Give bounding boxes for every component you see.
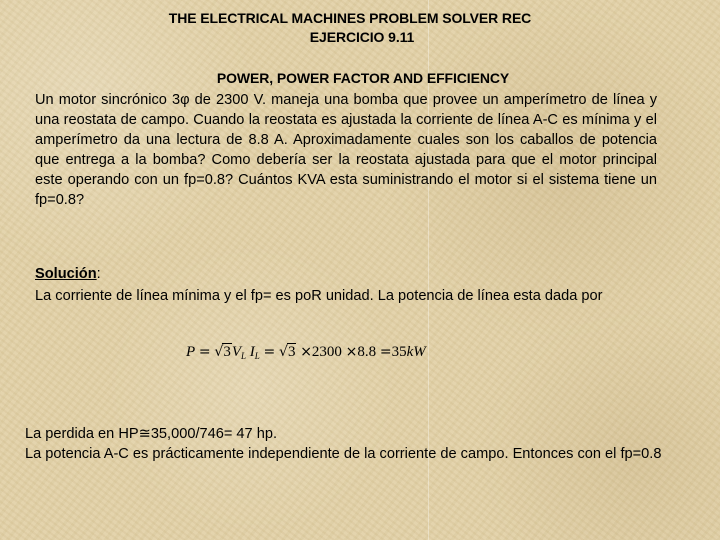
solution-label-colon: : <box>96 266 101 282</box>
formula-current-value: 8.8 <box>357 344 377 360</box>
formula-sqrt-arg-1: 3 <box>223 344 231 360</box>
formula-power-symbol: P <box>186 344 196 360</box>
exercise-number: EJERCICIO 9.11 <box>309 29 415 45</box>
formula-voltage-symbol: V <box>231 344 241 360</box>
times-icon: × <box>345 344 358 360</box>
formula-voltage-subscript: L <box>241 351 247 361</box>
formula-equals-3: = <box>379 344 392 360</box>
sqrt-icon: √ <box>279 344 288 360</box>
formula-sqrt-arg-2: 3 <box>287 344 296 360</box>
solution-label: Solución <box>35 266 97 282</box>
formula-current-subscript: L <box>254 351 260 361</box>
formula-result-unit: kW <box>406 344 426 360</box>
document-title: THE ELECTRICAL MACHINES PROBLEM SOLVER REC <box>168 10 532 26</box>
solution-label-line <box>35 264 101 284</box>
section-heading: POWER, POWER FACTOR AND EFFICIENCY <box>216 70 510 86</box>
solution-text: La corriente de línea mínima y el fp= es poR unidad. La potencia de línea esta dada por <box>35 288 603 304</box>
conclusion-text: La potencia A-C es prácticamente independiente de la corriente de campo. Entonces con el fp=0.8 <box>25 446 662 462</box>
problem-statement: Un motor sincrónico 3φ de 2300 V. maneja una bomba que provee un amperímetro de línea y una reostata de campo. Cuando la reostata es ajustada la corriente de línea A-C es mínima y el amperímetro da una lectura de 8.8 A. Aproximadamente cuales son los caballos de potencia que entrega a la bomba? Como debería ser la reostata ajustada para que el motor principal este operando con un fp=0.8? Cuántos KVA esta suministrando el motor si el sistema tiene un fp=0.8? <box>35 92 657 208</box>
formula-result-value: 35 <box>391 344 407 360</box>
formula-voltage-value: 2300 <box>311 344 342 360</box>
power-formula <box>186 343 426 361</box>
formula-equals-2: = <box>263 344 276 360</box>
formula-equals-1: = <box>198 344 211 360</box>
times-icon: × <box>300 344 312 360</box>
sqrt-icon: √ <box>214 344 224 360</box>
hp-loss-line: La perdida en HP≅35,000/746= 47 hp. <box>25 426 278 442</box>
formula-current-symbol: I <box>249 344 255 360</box>
